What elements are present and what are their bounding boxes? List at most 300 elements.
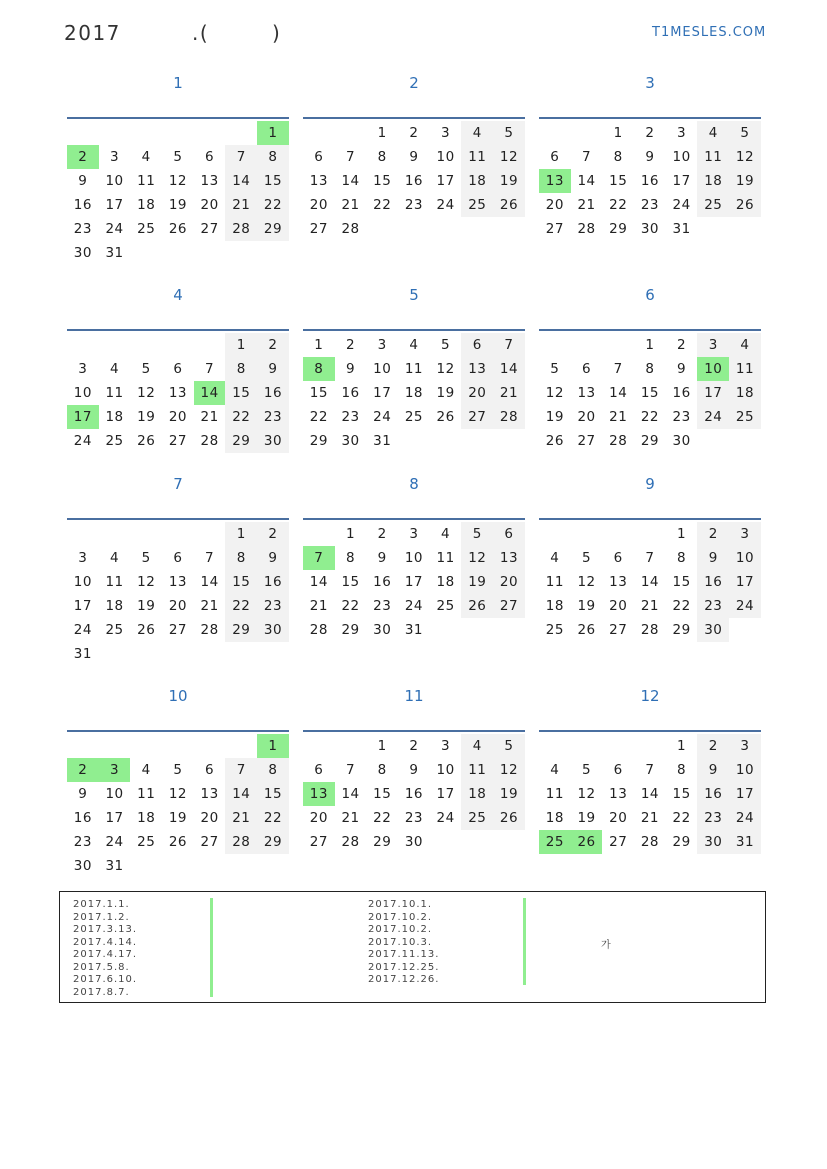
day-cell: 10 bbox=[73, 574, 92, 590]
day-cell: 23 bbox=[73, 834, 92, 850]
month-rule bbox=[303, 730, 525, 732]
empty-cell bbox=[194, 522, 226, 546]
day-cell: 14 bbox=[341, 786, 360, 802]
day-cell: 16 bbox=[341, 385, 360, 401]
day-cell: 21 bbox=[341, 810, 360, 826]
day-cell: 18 bbox=[545, 810, 564, 826]
holiday-day: 8 bbox=[303, 357, 335, 381]
day-cell: 14 bbox=[341, 173, 360, 189]
month-title: 8 bbox=[409, 475, 419, 493]
day-cell: 17 bbox=[105, 197, 124, 213]
day-cell: 14 bbox=[200, 574, 219, 590]
day-cell: 5 bbox=[141, 550, 151, 566]
day-cell: 23 bbox=[697, 594, 729, 618]
month-3 bbox=[539, 73, 761, 241]
day-cell: 21 bbox=[225, 193, 257, 217]
title-suffix: .( ) bbox=[192, 21, 282, 45]
day-cell: 27 bbox=[461, 405, 493, 429]
day-cell: 28 bbox=[200, 622, 219, 638]
day-cell: 17 bbox=[672, 173, 691, 189]
empty-cell bbox=[335, 121, 367, 145]
day-cell: 9 bbox=[78, 786, 88, 802]
day-cell: 3 bbox=[677, 125, 687, 141]
day-cell: 11 bbox=[137, 786, 156, 802]
day-cell: 3 bbox=[78, 550, 88, 566]
day-cell: 6 bbox=[461, 333, 493, 357]
day-cell: 30 bbox=[257, 618, 289, 642]
day-cell: 20 bbox=[461, 381, 493, 405]
day-cell: 28 bbox=[640, 622, 659, 638]
day-cell: 15 bbox=[373, 173, 392, 189]
day-cell: 26 bbox=[729, 193, 761, 217]
day-cell: 16 bbox=[73, 810, 92, 826]
day-cell: 15 bbox=[225, 381, 257, 405]
legend-date: 2017.6.10. bbox=[73, 974, 138, 985]
day-cell: 27 bbox=[309, 834, 328, 850]
day-cell: 17 bbox=[404, 574, 423, 590]
day-cell: 18 bbox=[697, 169, 729, 193]
day-cell: 16 bbox=[697, 570, 729, 594]
day-cell: 1 bbox=[613, 125, 623, 141]
day-cell: 14 bbox=[493, 357, 525, 381]
day-cell: 16 bbox=[73, 197, 92, 213]
month-days bbox=[303, 121, 525, 241]
day-cell: 27 bbox=[577, 433, 596, 449]
day-cell: 16 bbox=[257, 570, 289, 594]
day-cell: 12 bbox=[577, 574, 596, 590]
day-cell: 12 bbox=[545, 385, 564, 401]
holiday-day: 26 bbox=[571, 830, 603, 854]
month-days bbox=[539, 734, 761, 854]
month-title: 10 bbox=[168, 687, 188, 705]
day-cell: 3 bbox=[729, 734, 761, 758]
day-cell: 14 bbox=[640, 574, 659, 590]
day-cell: 21 bbox=[309, 598, 328, 614]
day-cell: 29 bbox=[672, 622, 691, 638]
empty-cell bbox=[303, 734, 335, 758]
holiday-day: 1 bbox=[257, 121, 289, 145]
day-cell: 1 bbox=[225, 333, 257, 357]
day-cell: 3 bbox=[697, 333, 729, 357]
day-cell: 16 bbox=[697, 782, 729, 806]
empty-cell bbox=[539, 734, 571, 758]
title-year: 2017 bbox=[64, 21, 121, 45]
day-cell: 19 bbox=[168, 197, 187, 213]
holiday-legend bbox=[59, 891, 766, 1003]
day-cell: 20 bbox=[168, 409, 187, 425]
day-cell: 24 bbox=[729, 806, 761, 830]
day-cell: 17 bbox=[697, 381, 729, 405]
empty-cell bbox=[539, 333, 571, 357]
day-cell: 25 bbox=[461, 193, 493, 217]
day-cell: 28 bbox=[341, 221, 360, 237]
day-cell: 1 bbox=[677, 526, 687, 542]
day-cell: 25 bbox=[697, 193, 729, 217]
day-cell: 27 bbox=[609, 622, 628, 638]
day-cell: 24 bbox=[729, 594, 761, 618]
day-cell: 11 bbox=[404, 361, 423, 377]
empty-cell bbox=[194, 121, 226, 145]
month-rule bbox=[67, 329, 289, 331]
day-cell: 24 bbox=[105, 221, 124, 237]
day-cell: 26 bbox=[168, 221, 187, 237]
day-cell: 2 bbox=[645, 125, 655, 141]
month-rule bbox=[539, 730, 761, 732]
day-cell: 2 bbox=[345, 337, 356, 353]
month-11 bbox=[303, 686, 525, 854]
day-cell: 22 bbox=[373, 810, 392, 826]
holiday-day: 25 bbox=[539, 830, 571, 854]
month-rule bbox=[303, 518, 525, 520]
day-cell: 13 bbox=[493, 546, 525, 570]
month-days bbox=[303, 333, 525, 453]
day-cell: 5 bbox=[581, 762, 592, 778]
legend-date: 2017.10.1. bbox=[368, 899, 433, 910]
day-cell: 22 bbox=[225, 594, 257, 618]
day-cell: 7 bbox=[345, 762, 356, 778]
day-cell: 1 bbox=[345, 526, 356, 542]
month-title: 4 bbox=[173, 286, 183, 304]
day-cell: 29 bbox=[225, 618, 257, 642]
day-cell: 12 bbox=[436, 361, 455, 377]
legend-right-column bbox=[368, 899, 439, 987]
month-days bbox=[539, 333, 761, 453]
day-cell: 6 bbox=[205, 762, 215, 778]
day-cell: 3 bbox=[409, 526, 419, 542]
month-title: 7 bbox=[173, 475, 183, 493]
day-cell: 15 bbox=[257, 169, 289, 193]
empty-cell bbox=[130, 333, 162, 357]
day-cell: 9 bbox=[257, 546, 289, 570]
day-cell: 8 bbox=[225, 357, 257, 381]
day-cell: 12 bbox=[577, 786, 596, 802]
day-cell: 11 bbox=[545, 786, 564, 802]
day-cell: 22 bbox=[672, 598, 691, 614]
empty-cell bbox=[99, 121, 131, 145]
legend-date: 2017.10.2. bbox=[368, 911, 433, 923]
day-cell: 5 bbox=[729, 121, 761, 145]
day-cell: 10 bbox=[729, 758, 761, 782]
day-cell: 12 bbox=[168, 786, 187, 802]
day-cell: 16 bbox=[672, 385, 691, 401]
day-cell: 13 bbox=[200, 786, 219, 802]
day-cell: 4 bbox=[409, 337, 419, 353]
empty-cell bbox=[130, 522, 162, 546]
day-cell: 24 bbox=[404, 598, 423, 614]
day-cell: 7 bbox=[225, 145, 257, 169]
day-cell: 24 bbox=[373, 409, 392, 425]
empty-cell bbox=[539, 522, 571, 546]
day-cell: 13 bbox=[168, 574, 187, 590]
day-cell: 29 bbox=[257, 830, 289, 854]
empty-cell bbox=[571, 121, 603, 145]
day-cell: 19 bbox=[137, 598, 156, 614]
legend-date: 2017.10.3. bbox=[368, 936, 433, 948]
day-cell: 4 bbox=[141, 762, 151, 778]
day-cell: 13 bbox=[577, 385, 596, 401]
day-cell: 20 bbox=[200, 197, 219, 213]
day-cell: 2 bbox=[257, 333, 289, 357]
day-cell: 28 bbox=[225, 217, 257, 241]
day-cell: 27 bbox=[200, 834, 219, 850]
empty-cell bbox=[194, 333, 226, 357]
day-cell: 14 bbox=[609, 385, 628, 401]
holiday-day: 2 bbox=[67, 758, 99, 782]
day-cell: 24 bbox=[73, 622, 92, 638]
day-cell: 18 bbox=[436, 574, 455, 590]
month-title: 2 bbox=[409, 74, 419, 92]
day-cell: 4 bbox=[550, 762, 560, 778]
day-cell: 25 bbox=[105, 433, 124, 449]
day-cell: 9 bbox=[697, 546, 729, 570]
day-cell: 22 bbox=[309, 409, 328, 425]
day-cell: 6 bbox=[493, 522, 525, 546]
day-cell: 29 bbox=[225, 429, 257, 453]
empty-cell bbox=[162, 734, 194, 758]
empty-cell bbox=[225, 734, 257, 758]
day-cell: 5 bbox=[550, 361, 560, 377]
day-cell: 8 bbox=[677, 550, 687, 566]
day-cell: 10 bbox=[105, 173, 124, 189]
day-cell: 30 bbox=[640, 221, 659, 237]
day-cell: 28 bbox=[200, 433, 219, 449]
day-cell: 23 bbox=[404, 810, 423, 826]
day-cell: 7 bbox=[613, 361, 623, 377]
day-cell: 27 bbox=[493, 594, 525, 618]
empty-cell bbox=[162, 333, 194, 357]
day-cell: 12 bbox=[729, 145, 761, 169]
day-cell: 30 bbox=[672, 433, 691, 449]
day-cell: 27 bbox=[309, 221, 328, 237]
month-days bbox=[539, 121, 761, 241]
day-cell: 24 bbox=[697, 405, 729, 429]
empty-cell bbox=[67, 734, 99, 758]
day-cell: 30 bbox=[697, 830, 729, 854]
month-rule bbox=[303, 329, 525, 331]
day-cell: 8 bbox=[377, 762, 387, 778]
empty-cell bbox=[225, 121, 257, 145]
day-cell: 15 bbox=[341, 574, 360, 590]
day-cell: 9 bbox=[377, 550, 387, 566]
day-cell: 29 bbox=[341, 622, 360, 638]
month-4 bbox=[67, 285, 289, 453]
day-cell: 1 bbox=[377, 738, 387, 754]
day-cell: 21 bbox=[609, 409, 628, 425]
empty-cell bbox=[602, 734, 634, 758]
day-cell: 11 bbox=[461, 145, 493, 169]
holiday-day: 13 bbox=[303, 782, 335, 806]
day-cell: 22 bbox=[257, 806, 289, 830]
month-title: 5 bbox=[409, 286, 419, 304]
day-cell: 19 bbox=[729, 169, 761, 193]
day-cell: 31 bbox=[373, 433, 392, 449]
day-cell: 13 bbox=[609, 574, 628, 590]
day-cell: 7 bbox=[645, 550, 655, 566]
day-cell: 12 bbox=[461, 546, 493, 570]
month-2 bbox=[303, 73, 525, 241]
day-cell: 26 bbox=[493, 193, 525, 217]
day-cell: 7 bbox=[645, 762, 655, 778]
day-cell: 31 bbox=[105, 858, 124, 874]
month-10 bbox=[67, 686, 289, 878]
day-cell: 18 bbox=[137, 197, 156, 213]
day-cell: 14 bbox=[577, 173, 596, 189]
day-cell: 28 bbox=[640, 834, 659, 850]
day-cell: 1 bbox=[225, 522, 257, 546]
day-cell: 18 bbox=[461, 782, 493, 806]
day-cell: 28 bbox=[577, 221, 596, 237]
day-cell: 5 bbox=[493, 734, 525, 758]
day-cell: 10 bbox=[729, 546, 761, 570]
day-cell: 11 bbox=[436, 550, 455, 566]
day-cell: 20 bbox=[200, 810, 219, 826]
day-cell: 25 bbox=[461, 806, 493, 830]
day-cell: 17 bbox=[105, 810, 124, 826]
day-cell: 26 bbox=[436, 409, 455, 425]
day-cell: 30 bbox=[341, 433, 360, 449]
month-rule bbox=[539, 329, 761, 331]
month-5 bbox=[303, 285, 525, 453]
day-cell: 19 bbox=[577, 810, 596, 826]
day-cell: 1 bbox=[314, 337, 324, 353]
day-cell: 7 bbox=[581, 149, 592, 165]
day-cell: 31 bbox=[73, 646, 92, 662]
day-cell: 27 bbox=[168, 433, 187, 449]
day-cell: 26 bbox=[493, 806, 525, 830]
month-title: 1 bbox=[173, 74, 183, 92]
day-cell: 13 bbox=[168, 385, 187, 401]
day-cell: 20 bbox=[309, 810, 328, 826]
day-cell: 22 bbox=[672, 810, 691, 826]
day-cell: 30 bbox=[373, 622, 392, 638]
empty-cell bbox=[99, 522, 131, 546]
month-7 bbox=[67, 474, 289, 666]
day-cell: 17 bbox=[436, 786, 455, 802]
day-cell: 14 bbox=[640, 786, 659, 802]
empty-cell bbox=[571, 522, 603, 546]
day-cell: 23 bbox=[697, 806, 729, 830]
month-rule bbox=[67, 117, 289, 119]
day-cell: 9 bbox=[78, 173, 88, 189]
empty-cell bbox=[162, 121, 194, 145]
day-cell: 7 bbox=[205, 550, 215, 566]
day-cell: 11 bbox=[697, 145, 729, 169]
brand-link[interactable]: T1MESLES.COM bbox=[652, 25, 767, 40]
legend-date: 2017.12.26. bbox=[368, 974, 440, 985]
day-cell: 16 bbox=[404, 786, 423, 802]
empty-cell bbox=[130, 734, 162, 758]
day-cell: 19 bbox=[545, 409, 564, 425]
day-cell: 13 bbox=[609, 786, 628, 802]
holiday-day: 10 bbox=[697, 357, 729, 381]
empty-cell bbox=[67, 121, 99, 145]
empty-cell bbox=[130, 121, 162, 145]
day-cell: 2 bbox=[409, 125, 419, 141]
day-cell: 4 bbox=[697, 121, 729, 145]
day-cell: 27 bbox=[168, 622, 187, 638]
day-cell: 4 bbox=[141, 149, 151, 165]
day-cell: 19 bbox=[436, 385, 455, 401]
day-cell: 11 bbox=[137, 173, 156, 189]
day-cell: 6 bbox=[173, 550, 183, 566]
day-cell: 14 bbox=[309, 574, 328, 590]
day-cell: 6 bbox=[205, 149, 215, 165]
day-cell: 4 bbox=[461, 121, 493, 145]
day-cell: 21 bbox=[493, 381, 525, 405]
day-cell: 4 bbox=[729, 333, 761, 357]
holiday-day: 3 bbox=[99, 758, 131, 782]
day-cell: 2 bbox=[377, 526, 387, 542]
day-cell: 9 bbox=[345, 361, 356, 377]
day-cell: 8 bbox=[257, 758, 289, 782]
day-cell: 5 bbox=[581, 550, 592, 566]
day-cell: 3 bbox=[729, 522, 761, 546]
day-cell: 24 bbox=[73, 433, 92, 449]
day-cell: 3 bbox=[441, 125, 451, 141]
day-cell: 31 bbox=[404, 622, 423, 638]
legend-date: 2017.10.2. bbox=[368, 924, 433, 935]
day-cell: 11 bbox=[105, 574, 124, 590]
day-cell: 4 bbox=[441, 526, 451, 542]
empty-cell bbox=[602, 522, 634, 546]
day-cell: 20 bbox=[309, 197, 328, 213]
month-days bbox=[67, 121, 289, 265]
legend-date: 2017.4.17. bbox=[73, 949, 138, 960]
day-cell: 21 bbox=[640, 810, 659, 826]
day-cell: 6 bbox=[581, 361, 592, 377]
day-cell: 21 bbox=[225, 806, 257, 830]
day-cell: 7 bbox=[493, 333, 525, 357]
holiday-day: 1 bbox=[257, 734, 289, 758]
day-cell: 10 bbox=[404, 550, 423, 566]
empty-cell bbox=[99, 734, 131, 758]
day-cell: 18 bbox=[105, 598, 124, 614]
day-cell: 18 bbox=[137, 810, 156, 826]
day-cell: 18 bbox=[461, 169, 493, 193]
day-cell: 17 bbox=[729, 570, 761, 594]
legend-note: 가 bbox=[601, 940, 611, 951]
day-cell: 4 bbox=[109, 550, 120, 566]
month-rule bbox=[303, 117, 525, 119]
day-cell: 28 bbox=[225, 830, 257, 854]
day-cell: 16 bbox=[640, 173, 659, 189]
day-cell: 17 bbox=[729, 782, 761, 806]
empty-cell bbox=[194, 734, 226, 758]
legend-left-marker bbox=[210, 898, 213, 997]
day-cell: 29 bbox=[373, 834, 392, 850]
day-cell: 25 bbox=[404, 409, 423, 425]
day-cell: 24 bbox=[672, 197, 691, 213]
day-cell: 25 bbox=[137, 834, 156, 850]
day-cell: 25 bbox=[105, 622, 124, 638]
legend-left-column bbox=[73, 899, 137, 999]
day-cell: 11 bbox=[461, 758, 493, 782]
day-cell: 17 bbox=[436, 173, 455, 189]
day-cell: 14 bbox=[225, 782, 257, 806]
day-cell: 2 bbox=[697, 522, 729, 546]
day-cell: 9 bbox=[409, 149, 419, 165]
day-cell: 31 bbox=[672, 221, 691, 237]
day-cell: 8 bbox=[225, 546, 257, 570]
day-cell: 18 bbox=[404, 385, 423, 401]
day-cell: 20 bbox=[545, 197, 564, 213]
day-cell: 15 bbox=[257, 782, 289, 806]
day-cell: 18 bbox=[729, 381, 761, 405]
day-cell: 9 bbox=[645, 149, 655, 165]
legend-date: 2017.3.13. bbox=[73, 924, 138, 935]
day-cell: 8 bbox=[645, 361, 655, 377]
day-cell: 19 bbox=[577, 598, 596, 614]
